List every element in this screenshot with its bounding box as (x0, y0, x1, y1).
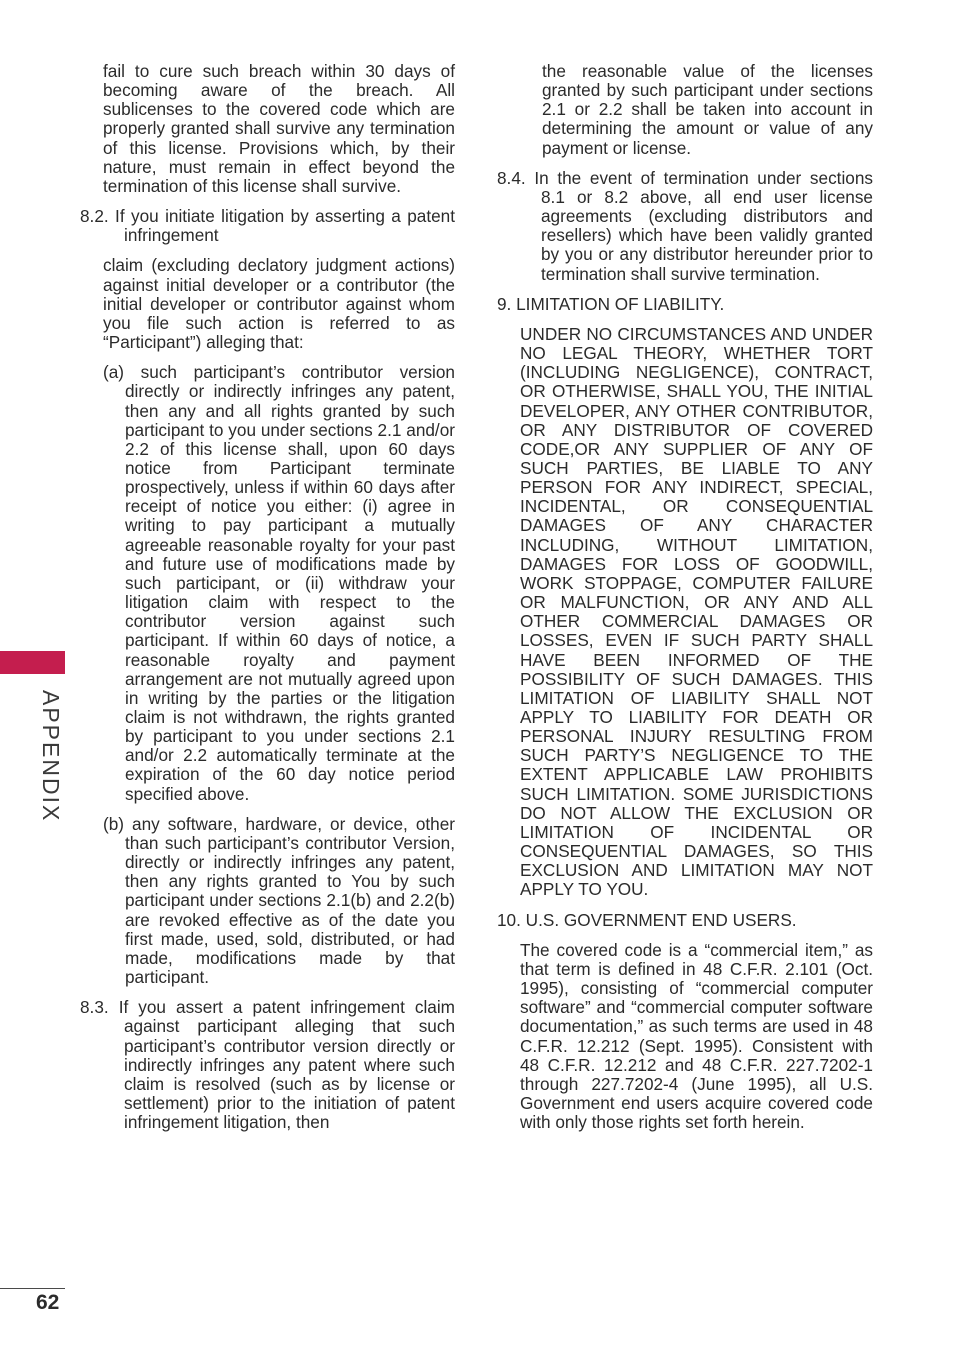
section-8-2-item-b: (b) any software, hardware, or device, other than such participant’s contributor Version, directly or indirectly infringes any patent, then any rights granted to You by such participant under sections 2.1(b) and 2.2(b) are revoked effective as of the date you first made, used, sold, distributed, or had made, modifications made by that participant. (103, 813, 455, 988)
left-text-column (80, 62, 455, 1143)
section-8-3: 8.3. If you assert a patent infringement claim against participant alleging that such participant’s contributor version directly or indirectly infringes any patent where such claim is resolved (such as by license or settlement) prior to the initiation of patent infringement litigation, then (80, 997, 455, 1133)
section-8-2-heading: 8.2. If you initiate litigation by asserting a patent infringement (80, 206, 455, 246)
section-8-2-claim: claim (excluding declatory judgment actions) against initial developer or a contributor (the initial developer or contributor against whom you file such action is referred to as “Participant”) alleging that: (103, 255, 455, 353)
right-text-column (497, 62, 873, 1143)
section-8-2-item-a: (a) such participant’s contributor version directly or indirectly infringes any patent, then any and all rights granted by such participant to you under sections 2.1 and/or 2.2 of this license shall, upon 60 days notice from Participant terminate prospectively, unless if within 60 days after receipt of notice you either: (i) agree in writing to pay participant a mutually agreeable reasonable royalty for your past and future use of modifications made by such participant, or (ii) withdraw your litigation claim with respect to the contributor version against such participant. If within 60 days of notice, a reasonable royalty and payment arrangement are not mutually agreed upon in writing by the parties or the litigation claim is not withdrawn, the rights granted by participant to you under sections 2.1 and/or 2.2 automatically terminate at the expiration of the 60 day notice period specified above. (103, 362, 455, 804)
page-number: 62 (36, 1291, 60, 1314)
section-9-body: UNDER NO CIRCUMSTANCES AND UNDER NO LEGAL THEORY, WHETHER TORT (INCLUDING NEGLIGENCE), CONTRACT, OR OTHERWISE, SHALL YOU, THE INITIAL DEVELOPER, ANY OTHER CONTRIBUTOR, OR ANY DISTRIBUTOR OF COVERED CODE,OR ANY SUPPLIER OF ANY OF SUCH PARTIES, BE LIABLE TO ANY PERSON FOR ANY INDIRECT, SPECIAL, INCIDENTAL, OR CONSEQUENTIAL DAMAGES OF ANY CHARACTER INCLUDING, WITHOUT LIMITATION, DAMAGES FOR LOSS OF GOODWILL, WORK STOPPAGE, COMPUTER FAILURE OR MALFUNCTION, OR ANY AND ALL OTHER COMMERCIAL DAMAGES OR LOSSES, EVEN IF SUCH PARTY SHALL HAVE BEEN INFORMED OF THE POSSIBILITY OF SUCH DAMAGES. THIS LIMITATION OF LIABILITY SHALL NOT APPLY TO LIABILITY FOR DEATH OR PERSONAL INJURY RESULTING FROM SUCH PARTY’S NEGLIGENCE TO THE EXTENT APPLICABLE LAW PROHIBITS SUCH LIMITATION. SOME JURISDICTIONS DO NOT ALLOW THE EXCLUSION OR LIMITATION OF INCIDENTAL OR CONSEQUENTIAL DAMAGES, SO THIS EXCLUSION AND LIMITATION MAY NOT APPLY TO YOU. (520, 323, 873, 900)
section-8-1-continuation: fail to cure such breach within 30 days of becoming aware of the breach. All sublicenses to the covered code which are properly granted shall survive any termination of this license. Provisions which, by their nature, must remain in effect beyond the termination of this license shall survive. (103, 61, 455, 196)
section-10-heading: 10. U.S. GOVERNMENT END USERS. (497, 909, 797, 930)
section-8-3-continuation: the reasonable value of the licenses granted by such participant under sections 2.1 or 2.2 shall be taken into account in determining the amount or value of any payment or license. (542, 61, 873, 158)
section-8-4: 8.4. In the event of termination under sections 8.1 or 8.2 above, all end user license agreements (excluding distributors and resellers) which have been validly granted by you or any distributor hereunder prior to termination shall survive termination. (497, 167, 873, 284)
section-10-body: The covered code is a “commercial item,” as that term is defined in 48 C.F.R. 2.101 (Oct. 1995), consisting of “commercial computer software” and “commercial computer software documentation,” as such terms are used in 48 C.F.R. 12.212 (Sept. 1995). Consistent with 48 C.F.R. 12.212 and 48 C.F.R. 227.7202-1 through 227.7202-4 (June 1995), all U.S. Government end users acquire covered code with only those rights set forth herein. (520, 939, 873, 1133)
section-9-heading: 9. LIMITATION OF LIABILITY. (497, 293, 725, 314)
page-number-rule (0, 1288, 65, 1289)
appendix-side-label: APPENDIX (38, 690, 64, 823)
appendix-tab-marker (0, 651, 65, 674)
